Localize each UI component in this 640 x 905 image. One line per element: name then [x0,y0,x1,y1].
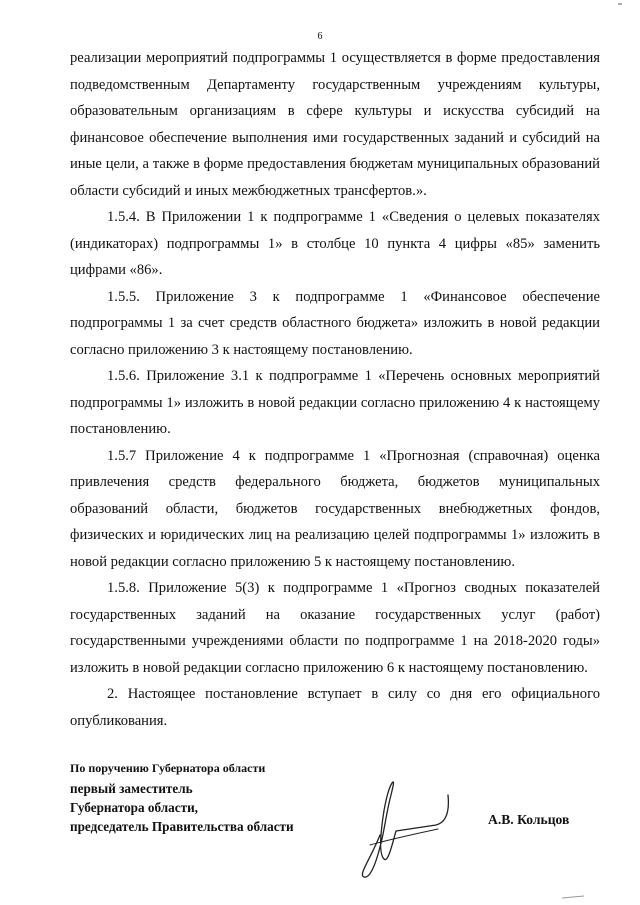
paragraph-1-5-4: 1.5.4. В Приложении 1 к подпрограмме 1 «Сведения о целевых показателях (индикаторах) подпрограммы 1» в столбце 10 пункта 4 цифры «85» заменить цифрами «86». [70,209,600,278]
signatory-position-line: председатель Правительства области [70,819,294,834]
paragraph-1-5-8: 1.5.8. Приложение 5(3) к подпрограмме 1 «Прогноз сводных показателей государственных заданий на оказание государственных услуг (работ) государственными учреждениями области по подпрограмме 1 на 2018-2020 годы» изложить в новой редакции согласно приложению 6 к настоящему постановлению. [70,580,600,676]
page-number: 6 [317,31,323,42]
paragraph-continuation: реализации мероприятий подпрограммы 1 осуществляется в форме предоставления подведомственным Департаменту государственным учреждениям культуры, образовательным организациям в сфере культуры и искусства субсидий на финансовое обеспечение выполнения ими государственных заданий и субсидий на иные цели, а также в форме предоставления бюджетам муниципальных образований области субсидий и иных межбюджетных трансфертов.». [70,50,600,199]
signer-name: А.В. Кольцов [488,812,570,827]
signatory-title-block [70,760,350,836]
document-body [70,45,600,734]
signatory-position-line: Губернатора области, [70,800,198,815]
paragraph-1-5-7: 1.5.7 Приложение 4 к подпрограмме 1 «Прогнозная (справочная) оценка привлечения средств федерального бюджета, бюджетов муниципальных образований области, бюджетов государственных внебюджетных фондов, физических и юридических лиц на реализацию целей подпрограммы 1» изложить в новой редакции согласно приложению 5 к настоящему постановлению. [70,447,600,570]
handwritten-signature [340,775,480,880]
signatory-authority-line: По поручению Губернатора области [70,761,266,775]
paragraph-2-effective-date: 2. Настоящее постановление вступает в силу со дня его официального опубликования. [70,686,600,729]
paragraph-1-5-5: 1.5.5. Приложение 3 к подпрограмме 1 «Финансовое обеспечение подпрограммы 1 за счет средств областного бюджета» изложить в новой редакции согласно приложению 3 к настоящему постановлению. [70,288,600,358]
paragraph-1-5-6: 1.5.6. Приложение 3.1 к подпрограмме 1 «Перечень основных мероприятий подпрограммы 1» изложить в новой редакции согласно приложению 4 к настоящему постановлению. [70,368,600,437]
signatory-position-line: первый заместитель [70,781,193,796]
